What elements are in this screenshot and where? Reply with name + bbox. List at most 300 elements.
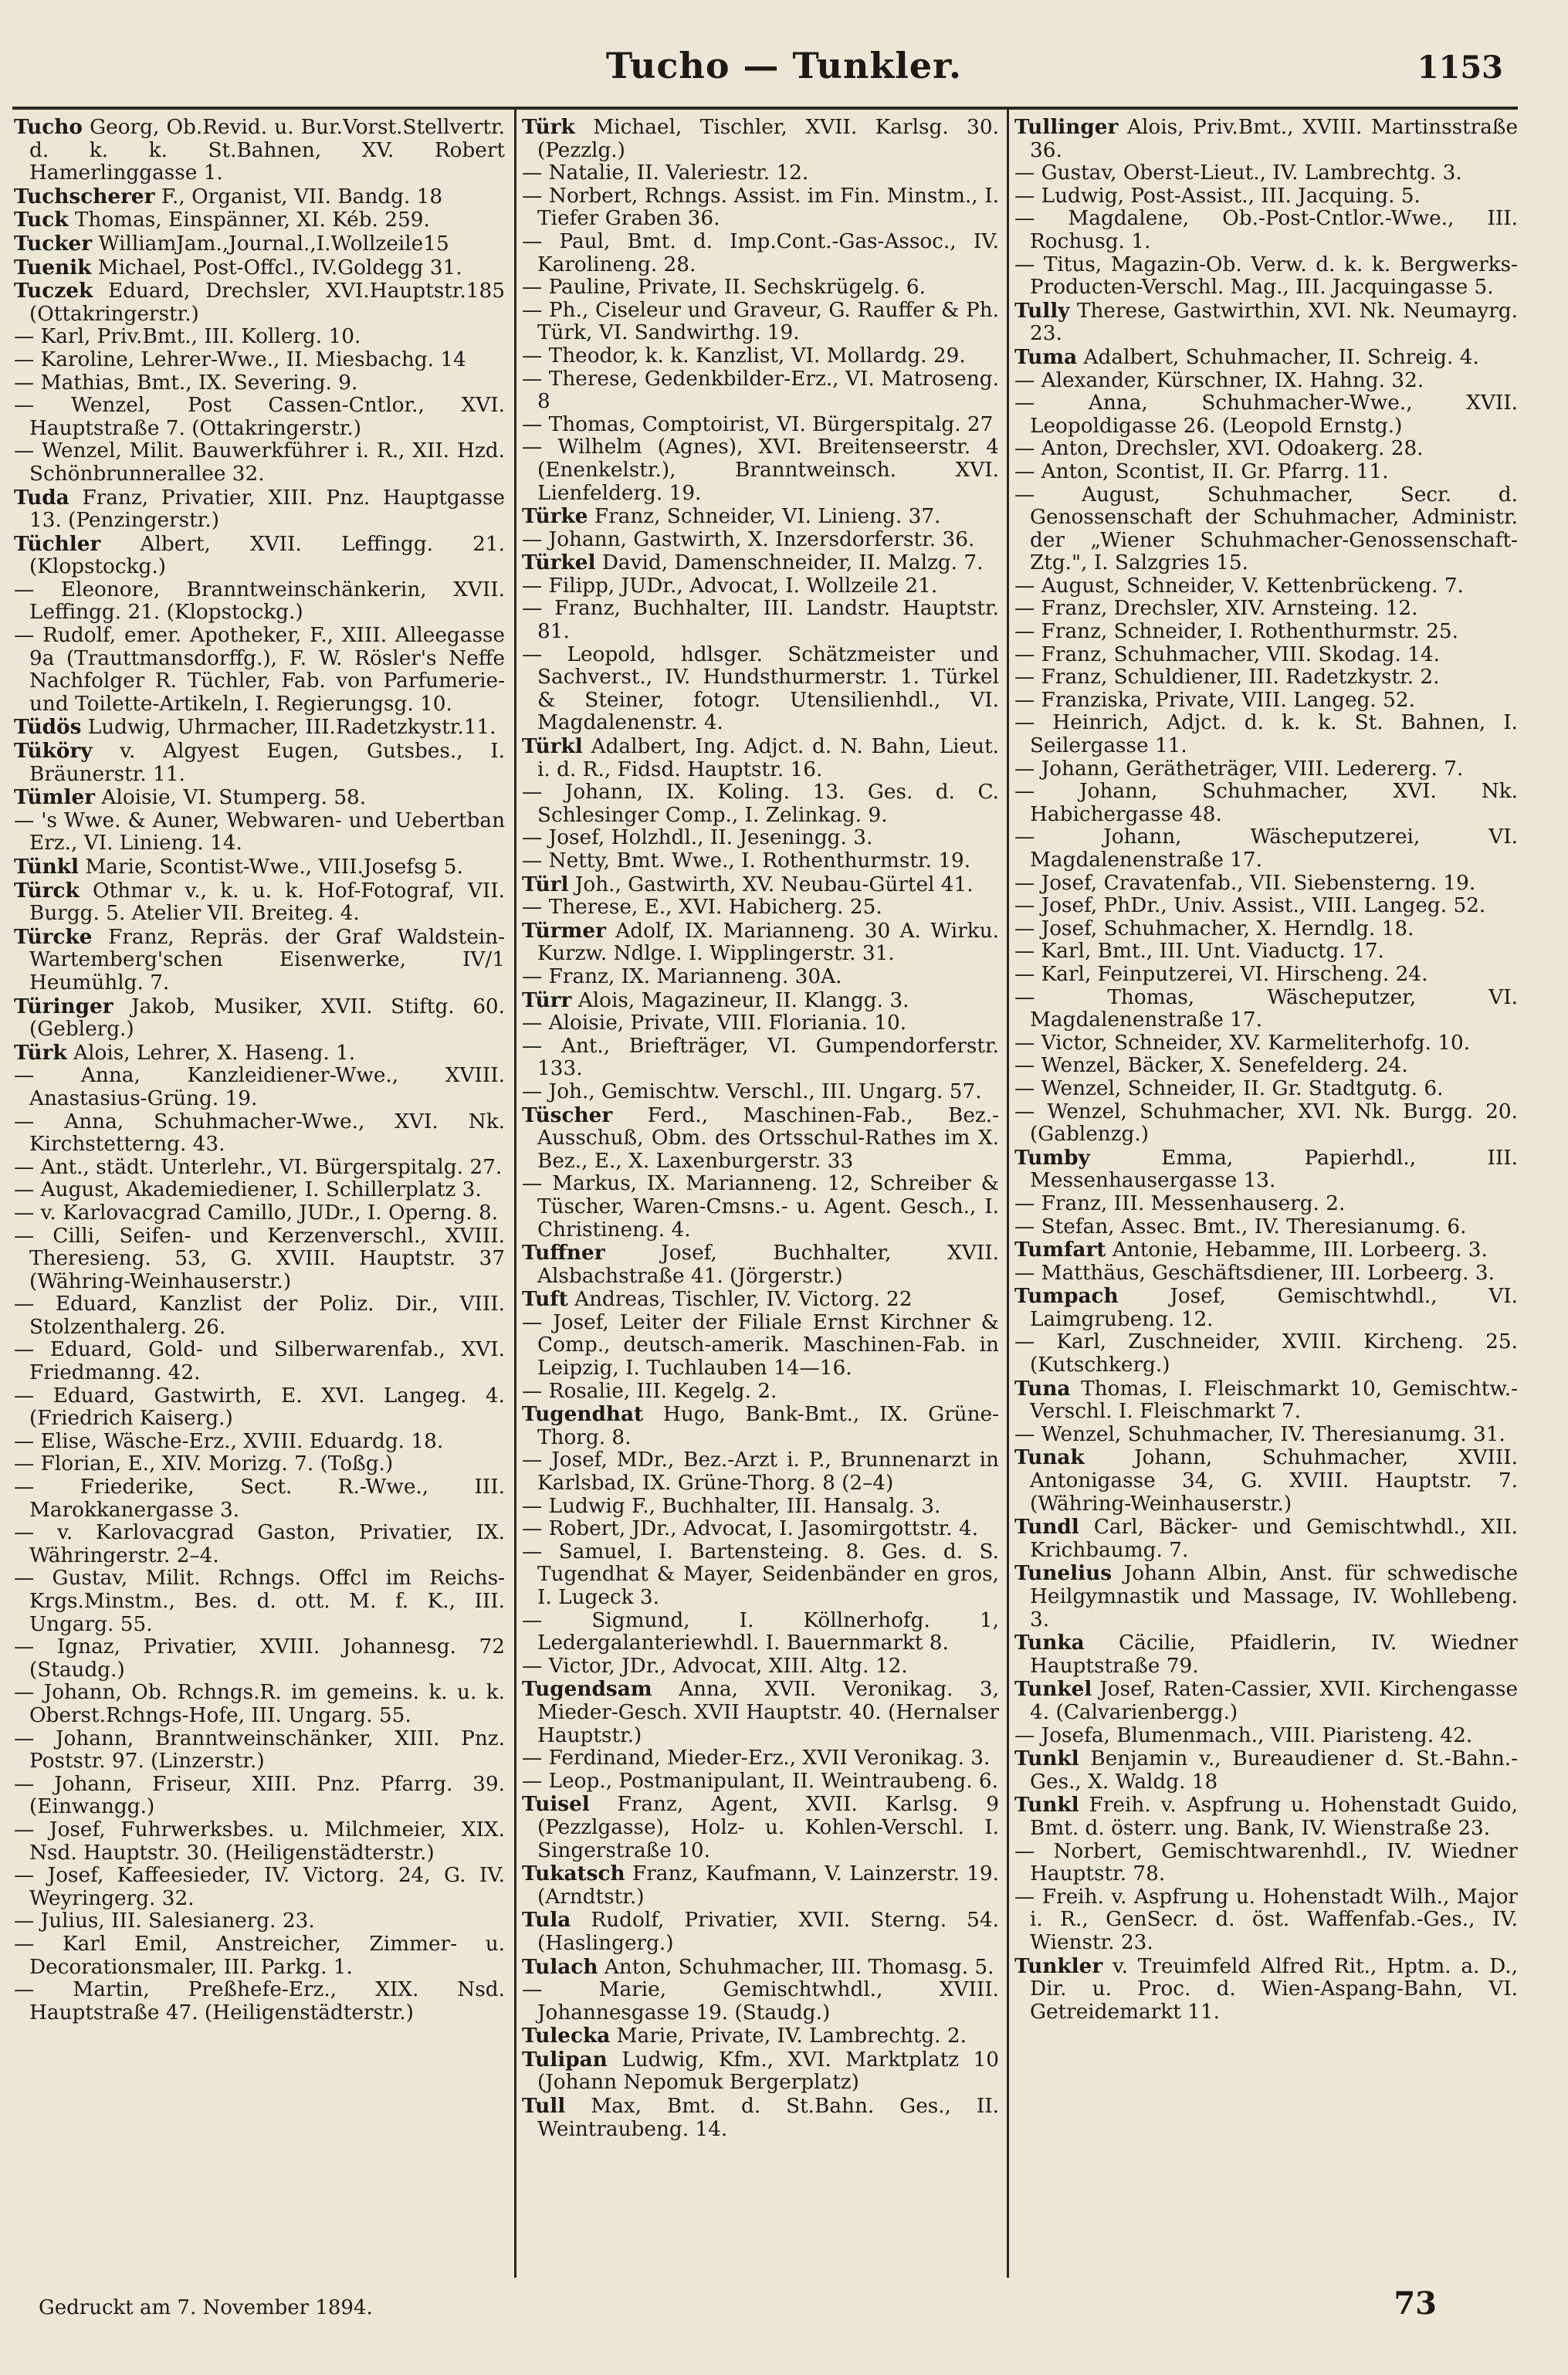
directory-entry <box>522 1081 999 1104</box>
directory-entry <box>1014 1446 1518 1516</box>
directory-entry <box>14 1157 505 1180</box>
entry-details: Ferd., Maschinen-Fab., Bez.-Ausschuß, Obm. des Ortsschul-Rathes im X. Bez., E., X. Laxenburgerstr. 33 <box>537 1103 999 1173</box>
entry-surname: Tunkl <box>1014 1747 1079 1771</box>
directory-entry <box>14 625 505 716</box>
directory-entry <box>14 116 505 185</box>
entry-details: — Josef, Kaffeesieder, IV. Victorg. 24, G. IV. Weyringerg. 32. <box>14 1864 505 1910</box>
directory-entry <box>14 349 505 372</box>
page-header <box>0 45 1568 107</box>
directory-entry <box>1014 1032 1518 1055</box>
entry-details: Max, Bmt. d. St.Bahn. Ges., II. Weintraubeng. 14. <box>537 2095 999 2141</box>
directory-entry <box>14 1636 505 1682</box>
entry-details: — Magdalene, Ob.-Post-Cntlor.-Wwe., III. Rochusg. 1. <box>1014 207 1518 253</box>
directory-entry <box>522 505 999 529</box>
directory-entry <box>14 786 505 810</box>
directory-entry <box>1014 1101 1518 1147</box>
directory-entry <box>522 231 999 276</box>
directory-entry <box>1014 1216 1518 1239</box>
directory-entry <box>1014 1262 1518 1286</box>
entry-details: — Eleonore, Branntweinschänkerin, XVII. Leffingg. 21. (Klopstockg.) <box>14 578 505 625</box>
entry-details: — Victor, Schneider, XV. Karmeliterhofg. 10. <box>1014 1031 1471 1055</box>
directory-entry <box>14 326 505 349</box>
directory-entry <box>14 1179 505 1202</box>
entry-details: — Norbert, Rchngs. Assist. im Fin. Minstm., I. Tiefer Graben 36. <box>522 184 999 231</box>
directory-entry <box>522 300 999 345</box>
directory-entry <box>522 2048 999 2095</box>
entry-details: — Wenzel, Schneider, II. Gr. Stadtgutg. 6. <box>1014 1076 1444 1100</box>
entry-surname: Tümler <box>14 785 96 810</box>
entry-surname: Tumpach <box>1014 1284 1119 1309</box>
entry-details: Anna, XVII. Veronikag. 3, Mieder-Gesch. XVII Hauptstr. 40. (Hernalser Hauptstr.) <box>537 1678 999 1747</box>
entry-details: — Robert, JDr., Advocat, I. Jasomirgottstr. 4. <box>522 1517 979 1541</box>
entry-details: Thomas, Einspänner, XI. Kéb. 259. <box>74 208 430 232</box>
entry-details: — Karoline, Lehrer-Wwe., II. Miesbachg. 14 <box>14 347 466 371</box>
directory-entry <box>522 1496 999 1519</box>
entry-details: — Josef, Schuhmacher, X. Herndlg. 18. <box>1014 916 1414 940</box>
directory-entry <box>1014 438 1518 461</box>
directory-entry <box>14 1293 505 1339</box>
directory-entry <box>522 1012 999 1035</box>
entry-details: Johann Albin, Anst. für schwedische Heilgymnastik und Massage, IV. Wohllebeng. 3. <box>1030 1562 1518 1631</box>
directory-entry <box>14 1476 505 1522</box>
entry-details: — Freih. v. Aspfrung u. Hohenstadt Wilh., Major i. R., GenSecr. d. öst. Waffenfab.-Ges., IV. Wienstr. 23. <box>1014 1885 1518 1954</box>
entry-surname: Tulipan <box>522 2047 608 2072</box>
entry-details: Marie, Scontist-Wwe., VIII.Josefsg 5. <box>85 855 463 879</box>
entry-details: Franz, Kaufmann, V. Lainzerstr. 19. (Arndtstr.) <box>537 1862 999 1909</box>
entry-details: — Victor, JDr., Advocat, XIII. Altg. 12. <box>522 1654 908 1678</box>
directory-entry <box>1014 185 1518 208</box>
entry-surname: Türcke <box>14 924 93 949</box>
directory-entry <box>14 810 505 855</box>
directory-entry <box>1014 1886 1518 1955</box>
entry-details: — Cilli, Seifen- und Kerzenverschl., XVIII. Theresieng. 53, G. XVIII. Hauptstr. 37 (Währing-Weinhauserstr.) <box>14 1224 505 1293</box>
directory-entry <box>522 1035 999 1081</box>
directory-entry <box>522 827 999 850</box>
entry-surname: Tuma <box>1014 344 1078 369</box>
directory-entry <box>14 1339 505 1384</box>
directory-entry <box>1014 712 1518 757</box>
entry-surname: Tuck <box>14 208 69 232</box>
directory-entry <box>522 966 999 989</box>
entry-surname: Tüscher <box>522 1103 613 1127</box>
entry-surname: Tucho <box>14 116 83 139</box>
directory-entry <box>1014 1055 1518 1078</box>
directory-entry <box>1014 781 1518 826</box>
directory-entry <box>1014 208 1518 253</box>
directory-entry <box>1014 1238 1518 1262</box>
entry-surname: Tuenik <box>14 255 92 280</box>
entry-surname: Türkl <box>522 734 583 759</box>
directory-entry <box>1014 1078 1518 1101</box>
directory-entry <box>1014 964 1518 987</box>
entry-surname: Tunak <box>1014 1445 1085 1470</box>
entry-details: WilliamJam.,Journal.,I.Wollzeile15 <box>98 232 449 256</box>
sheet-number: 73 <box>1394 2285 1437 2322</box>
entry-details: — Therese, E., XVI. Habicherg. 25. <box>522 896 882 920</box>
directory-column-1 <box>14 116 505 2278</box>
entry-details: Franz, Repräs. der Graf Waldstein-Wartemberg'schen Eisenwerke, IV/1 Heumühlg. 7. <box>29 925 505 994</box>
entry-details: — Ferdinand, Mieder-Erz., XVII Veronikag. 3. <box>522 1747 991 1770</box>
entry-details: — Leop., Postmanipulant, II. Weintraubeng. 6. <box>522 1769 999 1793</box>
directory-entry <box>522 551 999 575</box>
entry-details: Adalbert, Schuhmacher, II. Schreig. 4. <box>1083 345 1479 369</box>
entry-details: — Josef, Fuhrwerksbes. u. Milchmeier, XIX. Nsd. Hauptstr. 30. (Heiligenstädterstr.) <box>14 1818 505 1865</box>
entry-details: — Karl, Bmt., III. Unt. Viaductg. 17. <box>1014 940 1384 964</box>
entry-details: — Joh., Gemischtw. Verschl., III. Ungarg. 57. <box>522 1079 982 1103</box>
entry-surname: Tugendsam <box>522 1677 652 1702</box>
entry-details: Emma, Papierhdl., III. Messenhausergasse 13. <box>1030 1146 1518 1193</box>
header-rule <box>12 107 1518 110</box>
entry-details: — Stefan, Assec. Bmt., IV. Theresianumg. 6. <box>1014 1215 1467 1238</box>
entry-details: Alois, Lehrer, X. Haseng. 1. <box>73 1041 356 1065</box>
entry-surname: Tull <box>522 2094 566 2119</box>
directory-entry <box>1014 1678 1518 1724</box>
entry-surname: Tundl <box>1014 1515 1079 1540</box>
directory-entry <box>14 740 505 786</box>
directory-entry <box>1014 826 1518 872</box>
directory-entry <box>14 1065 505 1110</box>
entry-surname: Tunelius <box>1014 1561 1113 1586</box>
entry-details: — Johann, Wäscheputzerei, VI. Magdalenenstraße 17. <box>1014 825 1518 872</box>
entry-details: — Ph., Ciseleur und Graveur, G. Rauffer & Ph. Türk, VI. Sandwirthg. 19. <box>522 298 999 345</box>
entry-details: F., Organist, VII. Bandg. 18 <box>161 185 443 208</box>
directory-entry <box>522 368 999 414</box>
entry-surname: Tuczek <box>14 279 93 303</box>
entry-surname: Tully <box>1014 298 1070 323</box>
entry-details: Antonie, Hebamme, III. Lorbeerg. 3. <box>1112 1238 1488 1262</box>
entry-details: v. Treuimfeld Alfred Rit., Hptm. a. D., Dir. u. Proc. d. Wien-Aspang-Bahn, VI. Getreidemarkt 11. <box>1030 1954 1518 2024</box>
entry-surname: Tuisel <box>522 1792 590 1817</box>
entry-details: Aloisie, VI. Stumperg. 58. <box>101 786 367 810</box>
entry-details: — Wenzel, Bäcker, X. Senefelderg. 24. <box>1014 1054 1408 1078</box>
entry-surname: Tuffner <box>522 1241 605 1265</box>
directory-entry <box>522 529 999 552</box>
entry-details: Ludwig, Uhrmacher, III.Radetzkystr.11. <box>87 716 496 740</box>
directory-entry <box>522 873 999 897</box>
entry-details: — Ignaz, Privatier, XVIII. Johannesg. 72 (Staudg.) <box>14 1635 505 1682</box>
directory-entry <box>1014 1516 1518 1562</box>
entry-details: — Ludwig, Post-Assist., III. Jacquing. 5. <box>1014 184 1421 208</box>
directory-entry <box>1014 644 1518 667</box>
directory-entry <box>522 1793 999 1862</box>
entry-details: — Josef, Leiter der Filiale Ernst Kirchner & Comp., deutsch-amerik. Maschinen-Fab. in Leipzig, I. Tuchlauben 14—16. <box>522 1310 999 1381</box>
directory-entry <box>1014 1285 1518 1331</box>
directory-entry <box>1014 666 1518 689</box>
directory-entry <box>522 781 999 827</box>
entry-details: — Leopold, hdlsger. Schätzmeister und Sachverst., IV. Hundsthurmerstr. 1. Türkel & Steiner, fotogr. Utensilienhdl., VI. Magdalenenstr. 4. <box>522 642 999 735</box>
entry-details: — Elise, Wäsche-Erz., XVIII. Eduardg. 18. <box>14 1429 444 1453</box>
directory-entry <box>522 920 999 966</box>
directory-entry <box>1014 689 1518 713</box>
entry-details: — Titus, Magazin-Ob. Verw. d. k. k. Bergwerks-Producten-Verschl. Mag., III. Jacquingasse 5. <box>1014 252 1518 300</box>
entry-details: — Therese, Gedenkbilder-Erz., VI. Matroseng. 8 <box>522 367 999 414</box>
page-footer <box>0 2285 1568 2332</box>
entry-details: — Karl, Priv.Bmt., III. Kollerg. 10. <box>14 325 361 349</box>
directory-entry <box>522 1403 999 1449</box>
entry-surname: Tüchler <box>14 531 101 556</box>
entry-details: — Ludwig F., Buchhalter, III. Hansalg. 3. <box>522 1494 941 1518</box>
page-number: 1153 <box>1417 49 1503 86</box>
entry-details: — Karl Emil, Anstreicher, Zimmer- u. Decorationsmaler, III. Parkg. 1. <box>14 1932 505 1979</box>
entry-surname: Türke <box>522 504 588 529</box>
entry-details: — Franziska, Private, VIII. Langeg. 52. <box>1014 688 1415 712</box>
entry-details: — Markus, IX. Marianneng. 12, Schreiber & Tüscher, Waren-Cmsns.- u. Agent. Gesch., I. Christineng. 4. <box>522 1172 999 1242</box>
entry-details: Franz, Agent, XVII. Karlsg. 9 (Pezzlgasse), Holz- u. Kohlen-Verschl. I. Singerstraße 10. <box>537 1793 999 1862</box>
directory-entry <box>522 598 999 643</box>
print-date: Gedruckt am 7. November 1894. <box>39 2296 373 2319</box>
entry-details: — Karl, Feinputzerei, VI. Hirscheng. 24. <box>1014 962 1428 986</box>
entry-details: — Franz, Schneider, I. Rothenthurmstr. 25. <box>1014 620 1459 644</box>
directory-entry <box>522 345 999 368</box>
directory-entry <box>1014 1562 1518 1631</box>
directory-entry <box>14 232 505 256</box>
column-divider <box>1007 108 1009 2278</box>
entry-details: — Wenzel, Schuhmacher, XVI. Nk. Burgg. 20. (Gablenzg.) <box>1014 1099 1518 1147</box>
directory-entry <box>522 116 999 162</box>
entry-details: Michael, Tischler, XVII. Karlsg. 30. (Pezzlg.) <box>537 116 999 162</box>
entry-details: — Sigmund, I. Köllnerhofg. 1, Ledergalanteriewhdl. I. Bauernmarkt 8. <box>522 1608 999 1655</box>
directory-entry <box>1014 162 1518 185</box>
entry-details: Albert, XVII. Leffingg. 21. (Klopstockg.) <box>29 532 505 579</box>
directory-entry <box>1014 1631 1518 1678</box>
directory-entry <box>14 1865 505 1910</box>
entry-details: — Matthäus, Geschäftsdiener, III. Lorbeerg. 3. <box>1014 1261 1495 1285</box>
entry-details: — Norbert, Gemischtwarenhdl., IV. Wiedner Hauptstr. 78. <box>1014 1839 1518 1886</box>
entry-details: — Franz, III. Messenhauserg. 2. <box>1014 1191 1346 1215</box>
directory-entry <box>14 1225 505 1294</box>
directory-entry <box>1014 1955 1518 2024</box>
directory-entry <box>522 2095 999 2141</box>
entry-details: — Gustav, Milit. Rchngs. Offcl im Reichs-Krgs.Minstm., Bes. d. ott. M. f. K., III. Ungarg. 55. <box>14 1567 505 1636</box>
directory-entry <box>14 372 505 395</box>
entry-surname: Tumfart <box>1014 1238 1106 1262</box>
directory-entry <box>14 1567 505 1636</box>
entry-details: — Franz, Buchhalter, III. Landstr. Hauptstr. 81. <box>522 597 999 644</box>
entry-details: — Filipp, JUDr., Advocat, I. Wollzeile 21. <box>522 574 938 598</box>
directory-entry <box>14 1819 505 1865</box>
entry-details: Thomas, I. Fleischmarkt 10, Gemischtw.-Verschl. I. Fleischmarkt 7. <box>1030 1377 1518 1424</box>
directory-entry <box>1014 575 1518 598</box>
entry-details: — Anna, Kanzleidiener-Wwe., XVIII. Anastasius-Grüng. 19. <box>14 1064 505 1110</box>
entry-surname: Tunkl <box>1014 1793 1079 1818</box>
entry-surname: Tulach <box>522 1954 598 1979</box>
entry-details: Franz, Privatier, XIII. Pnz. Hauptgasse 13. (Penzingerstr.) <box>29 486 505 533</box>
directory-entry <box>1014 484 1518 575</box>
entry-details: — Theodor, k. k. Kanzlist, VI. Mollardg. 29. <box>522 344 966 368</box>
directory-entry <box>14 280 505 326</box>
directory-entry <box>522 1518 999 1541</box>
entry-details: Georg, Ob.Revid. u. Bur.Vorst.Stellvertr. d. k. k. St.Bahnen, XV. Robert Hamerlinggasse 1. <box>29 116 505 185</box>
directory-entry <box>1014 987 1518 1032</box>
directory-entry <box>522 735 999 781</box>
entry-details: — Wenzel, Post Cassen-Cntlor., XVI. Hauptstraße 7. (Ottakringerstr.) <box>14 394 505 440</box>
entry-surname: Türl <box>522 872 569 896</box>
directory-entry <box>522 644 999 735</box>
entry-details: — Thomas, Comptoirist, VI. Bürgerspitalg. 27 <box>522 412 994 436</box>
entry-details: Marie, Private, IV. Lambrechtg. 2. <box>616 2024 967 2048</box>
directory-entry <box>522 1770 999 1794</box>
entry-details: — Anton, Scontist, II. Gr. Pfarrg. 11. <box>1014 459 1389 483</box>
directory-entry <box>522 1242 999 1288</box>
directory-entry <box>14 1774 505 1819</box>
entry-details: Franz, Schneider, VI. Linieng. 37. <box>594 505 941 529</box>
entry-details: Othmar v., k. u. k. Hof-Fotograf, VII. Burgg. 5. Atelier VII. Breiteg. 4. <box>29 879 505 926</box>
directory-entry <box>14 716 505 740</box>
entry-surname: Tumby <box>1014 1145 1090 1170</box>
directory-entry <box>1014 300 1518 346</box>
entry-surname: Tula <box>522 1908 571 1933</box>
entry-details: — Mathias, Bmt., IX. Severing. 9. <box>14 371 358 395</box>
entry-details: David, Damenschneider, II. Malzg. 7. <box>601 551 984 575</box>
directory-entry <box>522 1862 999 1909</box>
entry-surname: Türkel <box>522 551 596 575</box>
entry-details: — Thomas, Wäscheputzer, VI. Magdalenenstraße 17. <box>1014 985 1518 1032</box>
entry-surname: Türinger <box>14 994 113 1018</box>
entry-details: Carl, Bäcker- und Gemischtwhdl., XII. Krichbaumg. 7. <box>1030 1516 1518 1562</box>
directory-entry <box>1014 1747 1518 1794</box>
directory-entry <box>1014 392 1518 438</box>
directory-entry <box>14 995 505 1042</box>
directory-entry <box>522 1655 999 1679</box>
entry-surname: Tunka <box>1014 1631 1085 1655</box>
entry-details: — Josefa, Blumenmach., VIII. Piaristeng. 42. <box>1014 1723 1473 1747</box>
directory-entry <box>14 185 505 209</box>
entry-surname: Tunkler <box>1014 1953 1103 1978</box>
entry-details: — Johann, Branntweinschänker, XIII. Pnz. Poststr. 97. (Linzerstr.) <box>14 1726 505 1774</box>
directory-entry <box>522 1909 999 1955</box>
entry-details: — Friederike, Sect. R.-Wwe., III. Marokkanergasse 3. <box>14 1475 505 1522</box>
entry-details: — Gustav, Oberst-Lieut., IV. Lambrechtg. 3. <box>1014 161 1462 185</box>
entry-details: — Heinrich, Adjct. d. k. k. St. Bahnen, I. Seilergasse 11. <box>1014 711 1518 758</box>
directory-entry <box>1014 918 1518 941</box>
directory-entry <box>1014 1841 1518 1886</box>
entry-details: — Florian, E., XIV. Morizg. 7. (Toßg.) <box>14 1452 394 1476</box>
directory-entry <box>1014 1147 1518 1193</box>
directory-entry <box>14 1682 505 1727</box>
entry-details: — Eduard, Kanzlist der Poliz. Dir., VIII. Stolzenthalerg. 26. <box>14 1293 505 1339</box>
directory-entry <box>522 185 999 231</box>
entry-details: Adalbert, Ing. Adjct. d. N. Bahn, Lieut. i. d. R., Fidsd. Hauptstr. 16. <box>537 735 999 781</box>
entry-details: — Johann, Schuhmacher, XVI. Nk. Habichergasse 48. <box>1014 780 1518 826</box>
entry-details: — 's Wwe. & Auner, Webwaren- und Uebertban Erz., VI. Linieng. 14. <box>14 808 505 855</box>
entry-details: — Johann, IX. Koling. 13. Ges. d. C. Schlesinger Comp., I. Zelinkag. 9. <box>522 781 999 827</box>
entry-details: Alois, Magazineur, II. Klangg. 3. <box>577 988 909 1012</box>
directory-entry <box>522 989 999 1013</box>
entry-details: — Josef, PhDr., Univ. Assist., VIII. Langeg. 52. <box>1014 894 1486 918</box>
directory-entry <box>1014 346 1518 370</box>
directory-entry <box>1014 461 1518 484</box>
entry-details: Josef, Gemischtwhdl., VI. Laimgrubeng. 12. <box>1030 1285 1518 1331</box>
entry-details: — August, Akademiediener, I. Schillerplatz 3. <box>14 1178 482 1202</box>
directory-entry <box>14 440 505 486</box>
directory-column-2 <box>522 116 999 2278</box>
directory-entry <box>522 850 999 873</box>
directory-entry <box>522 162 999 185</box>
entry-details: Andreas, Tischler, IV. Victorg. 22 <box>574 1288 913 1312</box>
entry-surname: Tunkel <box>1014 1677 1092 1702</box>
entry-details: — Josef, MDr., Bez.-Arzt i. P., Brunnenarzt in Karlsbad, IX. Grüne-Thorg. 8 (2–4) <box>522 1448 999 1496</box>
entry-details: — Pauline, Private, II. Sechskrügelg. 6. <box>522 276 926 300</box>
directory-entry <box>14 1522 505 1567</box>
directory-entry <box>1014 621 1518 644</box>
entry-surname: Türk <box>14 1040 67 1065</box>
entry-details: Eduard, Drechsler, XVI.Hauptstr.185 (Ottakringerstr.) <box>29 280 505 326</box>
directory-entry <box>1014 895 1518 918</box>
entry-details: — Josef, Cravatenfab., VII. Siebensterng. 19. <box>1014 871 1476 895</box>
directory-entry <box>14 256 505 280</box>
entry-details: v. Algyest Eugen, Gutsbes., I. Bräunerstr. 11. <box>29 740 505 786</box>
directory-entry <box>1014 370 1518 393</box>
directory-entry <box>1014 1794 1518 1840</box>
entry-details: Hugo, Bank-Bmt., IX. Grüne-Thorg. 8. <box>537 1403 999 1449</box>
column-divider <box>514 108 516 2278</box>
entry-details: Rudolf, Privatier, XVII. Sterng. 54. (Haslingerg.) <box>537 1909 999 1955</box>
directory-entry <box>1014 1725 1518 1748</box>
directory-entry <box>14 1042 505 1066</box>
entry-details: Benjamin v., Bureaudiener d. St.-Bahn.-Ges., X. Waldg. 18 <box>1030 1747 1518 1794</box>
directory-entry <box>1014 940 1518 964</box>
entry-surname: Tulecka <box>522 2024 611 2048</box>
entry-details: Ludwig, Kfm., XVI. Marktplatz 10 (Johann Nepomuk Bergerplatz) <box>537 2048 999 2095</box>
directory-entry <box>14 1728 505 1774</box>
entry-details: — Eduard, Gastwirth, E. XVI. Langeg. 4. (Friedrich Kaiserg.) <box>14 1384 505 1431</box>
entry-surname: Türck <box>14 878 80 903</box>
directory-entry <box>1014 872 1518 896</box>
directory-entry <box>14 1453 505 1476</box>
entry-details: — Alexander, Kürschner, IX. Hahng. 32. <box>1014 368 1424 392</box>
entry-surname: Tuda <box>14 485 69 510</box>
directory-entry <box>14 395 505 440</box>
directory-entry <box>14 208 505 232</box>
entry-details: Johann, Schuhmacher, XVIII. Antonigasse 34, G. XVIII. Hauptstr. 7. (Währing-Weinhauserstr.) <box>1030 1446 1518 1516</box>
directory-entry <box>14 926 505 995</box>
directory-entry <box>522 1979 999 2024</box>
directory-entry <box>14 1431 505 1454</box>
directory-entry <box>522 414 999 437</box>
directory-entry <box>1014 598 1518 621</box>
entry-details: — Wenzel, Milit. Bauwerkführer i. R., XII. Hzd. Schönbrunnerallee 32. <box>14 439 505 486</box>
entry-surname: Tüdös <box>14 715 82 740</box>
directory-entry <box>1014 758 1518 781</box>
directory-entry <box>522 575 999 598</box>
entry-details: — Franz, Schuldiener, III. Radetzkystr. 2. <box>1014 666 1440 689</box>
page-title: Tucho — Tunkler. <box>605 45 963 86</box>
entry-surname: Tüköry <box>14 739 93 764</box>
directory-entry <box>1014 1331 1518 1377</box>
directory-entry <box>14 1202 505 1225</box>
directory-entry <box>14 1979 505 2024</box>
entry-details: — Franz, Drechsler, XIV. Arnsteing. 12. <box>1014 597 1418 621</box>
directory-entry <box>522 2024 999 2048</box>
entry-details: — Wenzel, Schuhmacher, IV. Theresianumg. 31. <box>1014 1422 1505 1446</box>
directory-entry <box>14 879 505 926</box>
entry-details: — Ant., Briefträger, VI. Gumpendorferstr. 133. <box>522 1034 999 1081</box>
directory-entry <box>522 1678 999 1747</box>
directory-entry <box>14 1385 505 1431</box>
entry-details: — Rosalie, III. Kegelg. 2. <box>522 1379 777 1403</box>
entry-details: Freih. v. Aspfrung u. Hohenstadt Guido, Bmt. d. österr. ung. Bank, IV. Wienstraße 23. <box>1030 1794 1518 1840</box>
entry-surname: Tünkl <box>14 855 79 879</box>
entry-details: Alois, Priv.Bmt., XVIII. Martinsstraße 36. <box>1030 116 1518 162</box>
directory-entry <box>14 579 505 625</box>
entry-surname: Türk <box>522 116 575 139</box>
entry-details: — August, Schuhmacher, Secr. d. Genossenschaft der Schuhmacher, Administr. der „Wiener Schuhmacher-Genossenschaft-Ztg.", I. Salzgries 15. <box>1014 483 1518 575</box>
directory-entry <box>1014 1424 1518 1447</box>
directory-entry <box>522 1747 999 1770</box>
directory-entry <box>522 1449 999 1495</box>
entry-details: — v. Karlovacgrad Gaston, Privatier, IX. Währingerstr. 2–4. <box>14 1521 505 1567</box>
directory-entry <box>522 1956 999 1980</box>
